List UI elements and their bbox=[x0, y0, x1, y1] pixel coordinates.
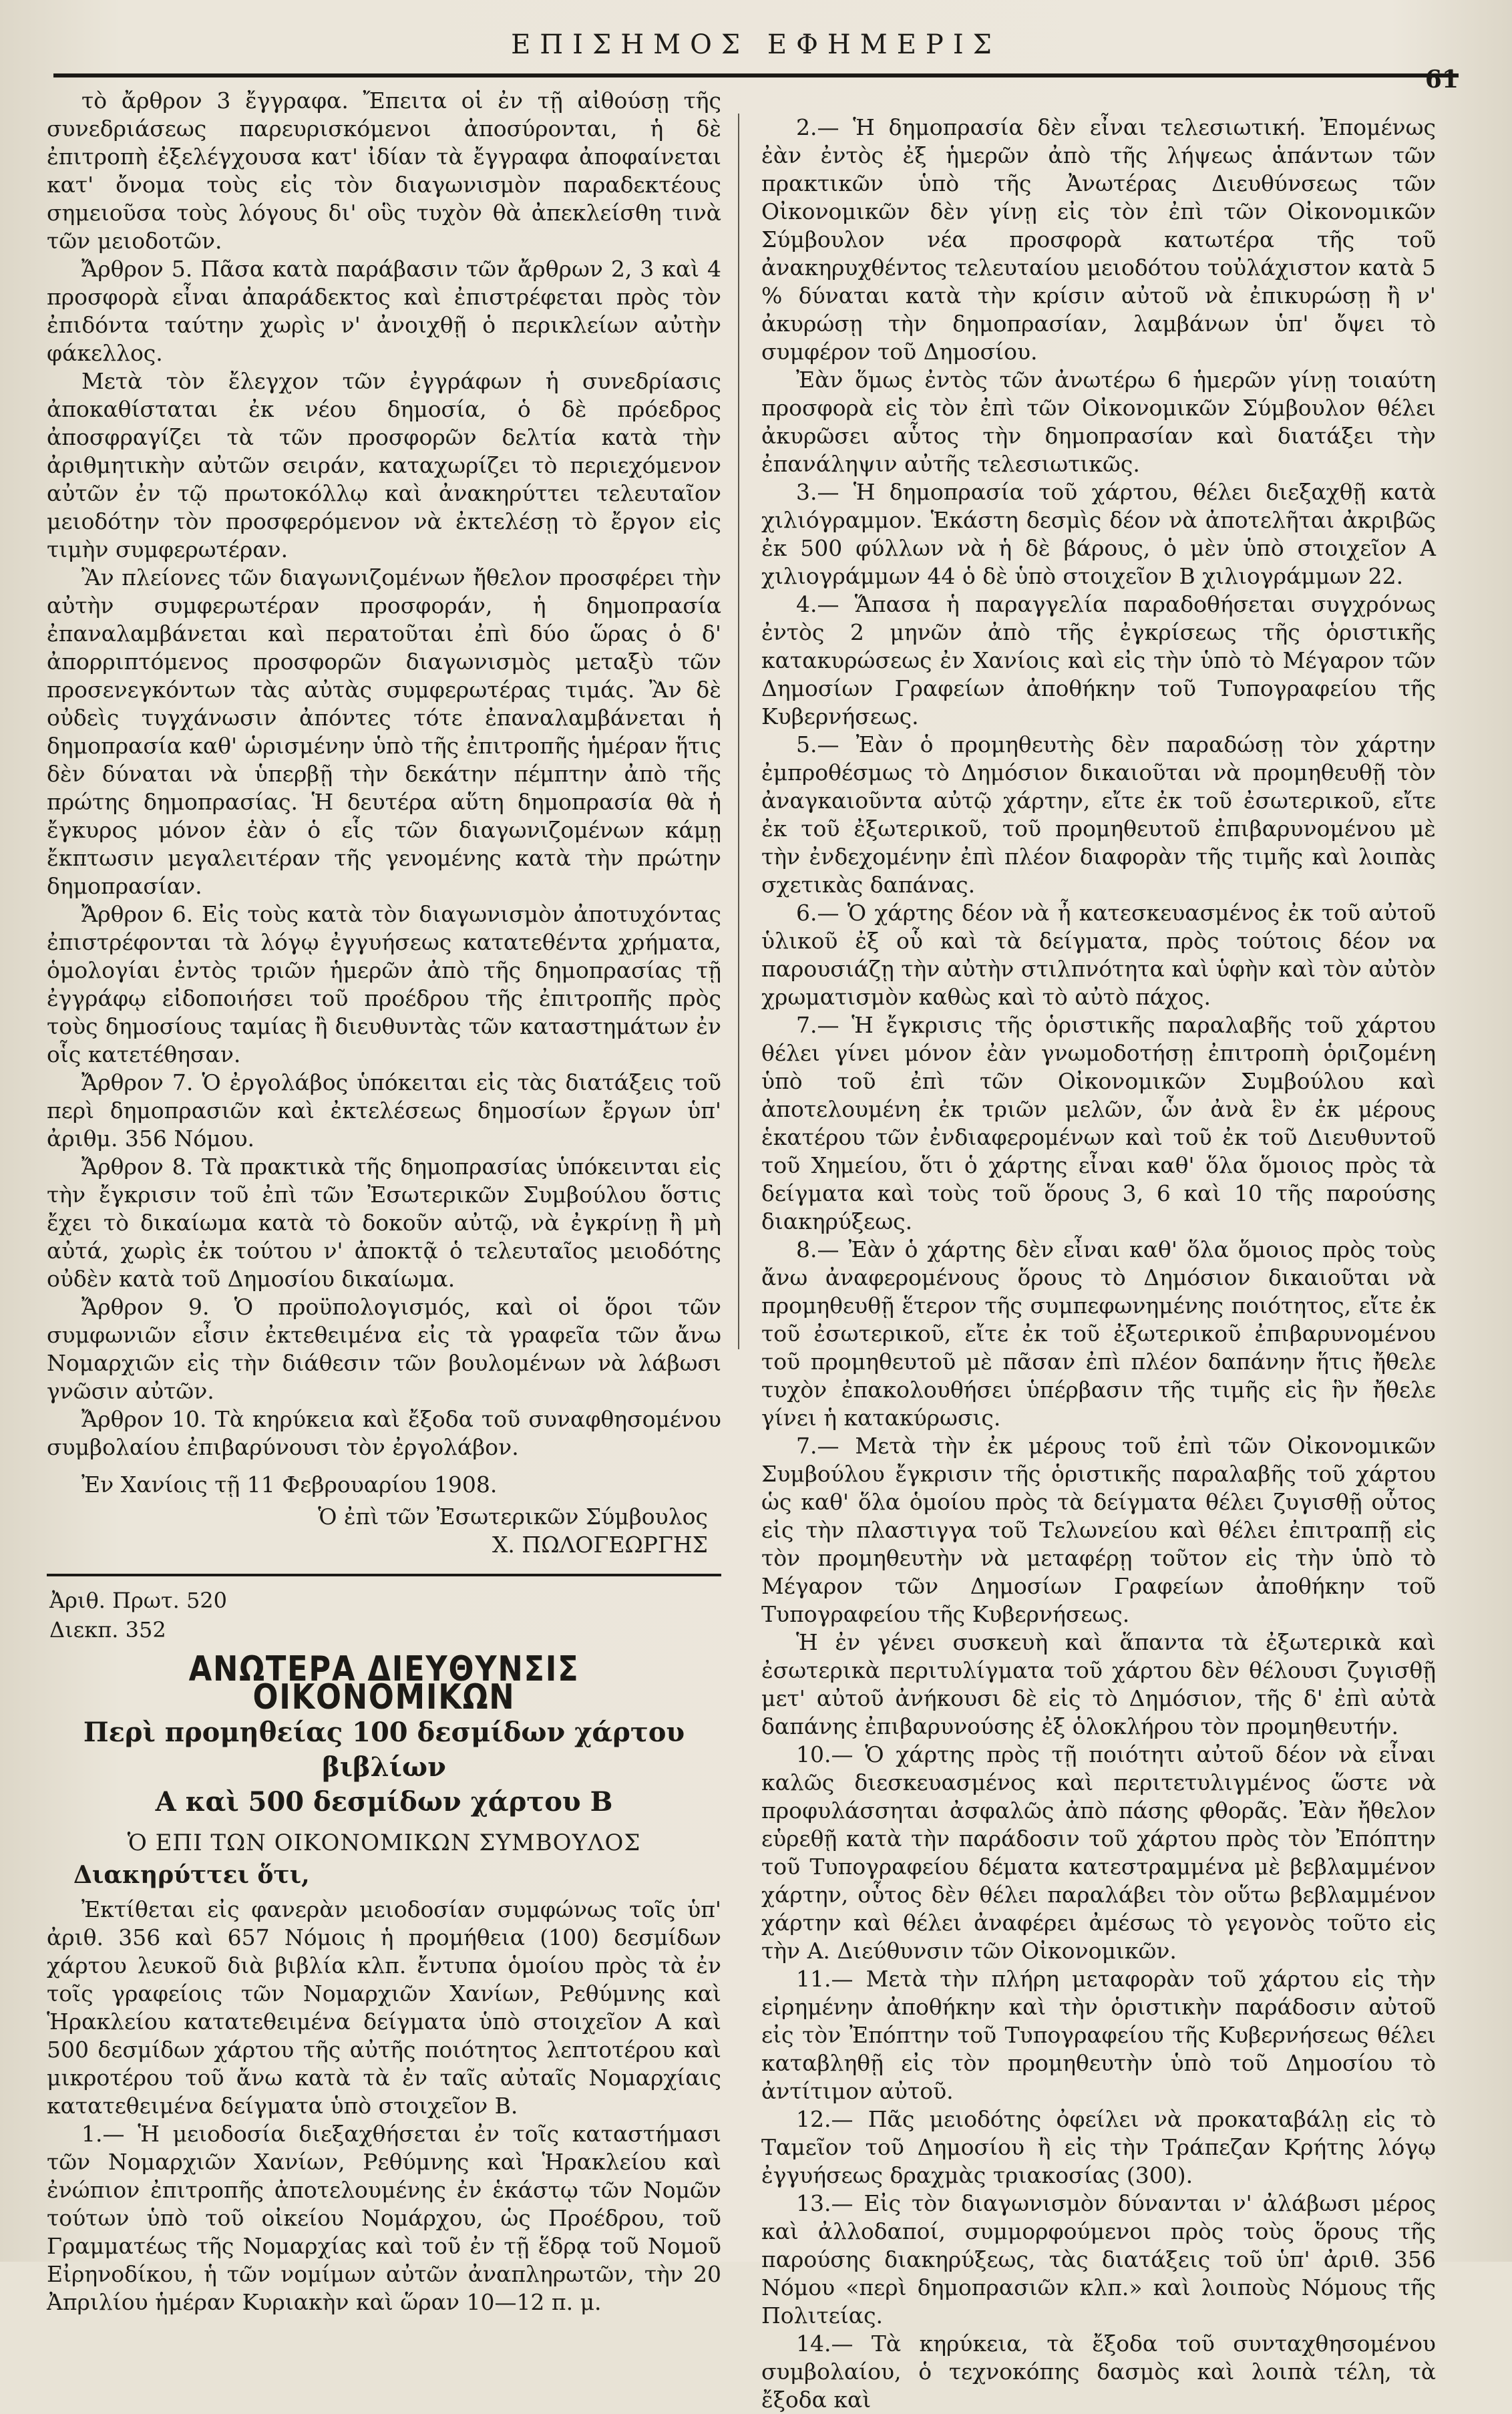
right-column bbox=[761, 114, 1436, 2413]
right-paragraph: 7.— Μετὰ τὴν ἐκ μέρους τοῦ ἐπὶ τῶν Οἰκονομικῶν Συμβούλου ἔγκρισιν τῆς ὁριστικῆς παραλαβῆς τοῦ χάρτου ὡς καθ' ὅλα ὁμοίου πρὸς τὰ δείγματα θέλει ζυγισθῇ οὗτος εἰς τὴν πλαστιγγα τοῦ Τελωνείου καὶ θέλει ἐπιτραπῇ εἰς τὸν προμηθευτὴν νὰ μεταφέρῃ τοῦτον εἰς τὴν ὑπὸ τὸ Μέγαρον τῶν Δημοσίων Γραφείων ἀποθήκην τοῦ Τυπογραφείου τῆς Κυβερνήσεως. bbox=[761, 1433, 1436, 1627]
page-header bbox=[53, 27, 1459, 94]
notice-issuer: Ὁ ΕΠΙ ΤΩΝ ΟΙΚΟΝΟΜΙΚΩΝ ΣΥΜΒΟΥΛΟΣ bbox=[127, 1830, 641, 1856]
right-paragraph: Ἐὰν ὅμως ἐντὸς τῶν ἀνωτέρω 6 ἡμερῶν γίνῃ τοιαύτη προσφορὰ εἰς τὸν ἐπὶ τῶν Οἰκονομικῶν Σύμβουλον θέλει ἀκυρῶσει αὗτος τὴν δημοπρασίαν καὶ διατάξει τὴν ἐπανάληψιν αὐτῆς τελεσιωτικῶς. bbox=[761, 367, 1436, 477]
left-paragraph: Ἄρθρον 5. Πᾶσα κατὰ παράβασιν τῶν ἄρθρων 2, 3 καὶ 4 προσφορὰ εἶναι ἀπαράδεκτος καὶ ἐπιστρέφεται πρὸς τὸν ἐπιδόντα ταύτην χωρὶς ν' ἀνοιχθῇ ὁ περικλείων αὐτὴν φάκελλος. bbox=[47, 256, 721, 366]
right-paragraph: Ἡ ἐν γένει συσκευὴ καὶ ἅπαντα τὰ ἐξωτερικὰ καὶ ἐσωτερικὰ περιτυλίγματα τοῦ χάρτου δὲν θέλουσι ζυγισθῇ μετ' αὐτοῦ ἀνήκουσι δὲ εἰς τὸ Δημόσιον, τῆς δ' ἐπὶ αὐτὰ δαπάνης ἐπιβαρυνούσης ἐξ ὁλοκλήρου τὸν προμηθευτήν. bbox=[761, 1629, 1436, 1739]
left-paragraph: Ἄρθρον 7. Ὁ ἐργολάβος ὑπόκειται εἰς τὰς διατάξεις τοῦ περὶ δημοπρασιῶν καὶ ἐκτελέσεως δημοσίων ἔργων ὑπ' ἀριθμ. 356 Νόμου. bbox=[47, 1069, 721, 1152]
dispatch-number: Διεκπ. 352 bbox=[49, 1617, 166, 1643]
right-paragraph: 4.— Ἅπασα ἡ παραγγελία παραδοθήσεται συγχρόνως ἐντὸς 2 μηνῶν ἀπὸ τῆς ἐγκρίσεως τῆς ὁριστικῆς κατακυρώσεως ἐν Χανίοις καὶ εἰς τὴν ὑπὸ τὸ Μέγαρον τῶν Δημοσίων Γραφείων ἀποθήκην τοῦ Τυπογραφείου τῆς Κυβερνήσεως. bbox=[761, 591, 1436, 729]
signature-block bbox=[47, 1471, 721, 1559]
right-paragraph: 3.— Ἡ δημοπρασία τοῦ χάρτου, θέλει διεξαχθῇ κατὰ χιλιόγραμμον. Ἑκάστη δεσμὶς δέον νὰ ἀποτελῆται ἀκριβῶς ἐκ 500 φύλλων νὰ ἡ δὲ βάρους, ὁ μὲν ὑπὸ στοιχεῖον Α χιλιογράμμων 44 ὁ δὲ ὑπὸ στοιχεῖον Β χιλιογράμμων 22. bbox=[761, 479, 1436, 589]
right-paragraph: 13.— Εἰς τὸν διαγωνισμὸν δύνανται ν' ἀλάβωσι μέρος καὶ ἀλλοδαποί, συμμορφούμενοι πρὸς τοὺς ὅρους τῆς παρούσης διακηρύξεως, τὰς διατάξεις τοῦ ὑπ' ἀριθ. 356 Νόμου «περὶ δημοπρασιῶν κλπ.» καὶ λοιποὺς Νόμους τῆς Πολιτείας. bbox=[761, 2190, 1436, 2329]
section-rule bbox=[47, 1574, 721, 1576]
newspaper-title: ΕΠΙΣΗΜΟΣ ΕΦΗΜΕΡΙΣ bbox=[511, 29, 1001, 60]
right-paragraph: 8.— Ἐὰν ὁ χάρτης δὲν εἶναι καθ' ὅλα ὅμοιος πρὸς τοὺς ἄνω ἀναφερομένους ὅρους τὸ Δημόσιον δικαιοῦται νὰ προμηθευθῇ ἕτερον τῆς συμπεφωνημένης ποιότητος, εἴτε ἐκ τοῦ ἐσωτερικοῦ, εἴτε ἐκ τοῦ ἐξωτερικοῦ ἐπιβαρυνομένου τοῦ προμηθευτοῦ μὲ πᾶσαν ἐπὶ πλέον δαπάνην ἥτις ἤθελε τυχὸν ἐπακολουθήσει ὑπέρβασιν τῆς τιμῆς εἰς ἣν ἤθελε γίνει ἡ κατακύρωσις. bbox=[761, 1236, 1436, 1431]
notice-paragraph: Ἐκτίθεται εἰς φανερὰν μειοδοσίαν συμφώνως τοῖς ὑπ' ἀριθ. 356 καὶ 657 Νόμοις ἡ προμήθεια (100) δεσμίδων χάρτου λευκοῦ διὰ βιβλία κλπ. ἔντυπα ὁμοίου πρὸς τὰ ἐν τοῖς γραφείοις τῶν Νομαρχιῶν Χανίων, Ρεθύμνης καὶ Ἡρακλείου κατατεθειμένα δείγματα ὑπὸ στοιχεῖον Α καὶ 500 δεσμίδων χάρτου τῆς αὐτῆς ποιότητος λεπτοτέρου καὶ μικροτέρου τοῦ ἄνω κατὰ τὰ ἐν ταῖς αὐταῖς Νομαρχίαις κατατεθειμένα δείγματα ὑπὸ στοιχεῖον Β. bbox=[47, 1896, 721, 2119]
protocol-number: Ἀριθ. Πρωτ. 520 bbox=[49, 1588, 228, 1613]
left-paragraph: Ἂν πλείονες τῶν διαγωνιζομένων ἤθελον προσφέρει τὴν αὐτὴν συμφερωτέραν προσφοράν, ἡ δημοπρασία ἐπαναλαμβάνεται καὶ περατοῦται ἐπὶ δύο ὥρας ὁ δ' ἀπορριπτόμενος προσφορῶν διαγωνισμὸς μεταξὺ τῶν προσενεγκόντων τὰς αὐτὰς συμφερωτέρας τιμάς. Ἂν δὲ οὐδεὶς τυγχάνωσιν ἀπόντες τότε ἐπαναλαμβάνεται ἡ δημοπρασία καθ' ὡρισμένην ὑπὸ τῆς ἐπιτροπῆς ἡμέραν ἥτις δὲν δύναται νὰ ὑπερβῇ τὴν δεκάτην πέμπτην ἀπὸ τῆς πρώτης δημοπρασίας. Ἡ δευτέρα αὕτη δημοπρασία θὰ ἡ ἔγκυρος μόνον ἐὰν ὁ εἷς τῶν διαγωνιζομένων κάμῃ ἔκπτωσιν μεγαλειτέραν τῆς γενομένης κατὰ τὴν πρώτην δημοπρασίαν. bbox=[47, 564, 721, 899]
right-paragraph: 10.— Ὁ χάρτης πρὸς τῇ ποιότητι αὐτοῦ δέον νὰ εἶναι καλῶς διεσκευασμένος καὶ περιτετυλιγμένος ὥστε νὰ προφυλάσσηται ἀσφαλῶς ἀπὸ πάσης φθορᾶς. Ἐὰν ἤθελον εὑρεθῇ κατὰ τὴν παράδοσιν τοῦ χάρτου πρὸς τὸν Ἐπόπτην τοῦ Τυπογραφείου δέματα κατεστραμμένα μὲ βεβλαμμένον χάρτην, οὗτος δὲν θέλει παραλάβει τὸν οὕτω βεβλαμμένον χάρτην καὶ θέλει ἀναφέρει ἀμέσως τὸ γεγονὸς τοῦτο εἰς τὴν Α. Διεύθυνσιν τῶν Οἰκονομικῶν. bbox=[761, 1741, 1436, 1964]
signature-name: Χ. ΠΩΛΟΓΕΩΡΓΗΣ bbox=[492, 1532, 708, 1558]
right-paragraph: 2.— Ἡ δημοπρασία δὲν εἶναι τελεσιωτική. Ἐπομένως ἐὰν ἐντὸς ἐξ ἡμερῶν ἀπὸ τῆς λήψεως ἁπάντων τῶν πρακτικῶν ὑπὸ τῆς Ἀνωτέρας Διευθύνσεως τῶν Οἰκονομικῶν δὲν γίνῃ εἰς τὸν ἐπὶ τῶν Οἰκονομικῶν Σύμβουλον νέα προσφορὰ κατωτέρα τῆς τοῦ ἀνακηρυχθέντος τελευταίου μειοδότου τοὐλάχιστον κατὰ 5 % δύναται κατὰ τὴν κρίσιν αὐτοῦ νὰ ἐπικυρώσῃ ἢ ν' ἀκυρώσῃ τὴν δημοπρασίαν, λαμβάνων ὑπ' ὄψει τὸ συμφέρον τοῦ Δημοσίου. bbox=[761, 114, 1436, 365]
right-paragraph: 14.— Τὰ κηρύκεια, τὰ ἔξοδα τοῦ συνταχθησομένου συμβολαίου, ὁ τεχνοκόπης δασμὸς καὶ λοιπὰ τέλη, τὰ ἔξοδα καὶ bbox=[761, 2331, 1436, 2413]
notice-subject-line: Περὶ προμηθείας 100 δεσμίδων χάρτου βιβλίων bbox=[83, 1717, 685, 1783]
right-paragraph: 7.— Ἡ ἔγκρισις τῆς ὁριστικῆς παραλαβῆς τοῦ χάρτου θέλει γίνει μόνον ἐὰν γνωμοδοτήσῃ ἐπιτροπὴ ὁριζομένη ὑπὸ τοῦ ἐπὶ τῶν Οἰκονομικῶν Συμβούλου καὶ ἀποτελουμένη ἐκ τριῶν μελῶν, ὧν ἀνὰ ἓν ἐκ μέρους ἑκατέρου τῶν ἐνδιαφερομένων καὶ τοῦ ἐκ τοῦ Διευθυντοῦ τοῦ Χημείου, ὅτι ὁ χάρτης εἶναι καθ' ὅλα ὅμοιος πρὸς τὰ δείγματα καὶ τοὺς τοῦ ὅρους 3, 6 καὶ 10 τῆς παρούσης διακηρύξεως. bbox=[761, 1012, 1436, 1234]
left-paragraph: τὸ ἄρθρον 3 ἔγγραφα. Ἔπειτα οἱ ἐν τῇ αἰθούσῃ τῆς συνεδριάσεως παρευρισκόμενοι ἀποσύρονται, ἡ δὲ ἐπιτροπὴ ἐξελέγχουσα κατ' ἰδίαν τὰ ἔγγραφα ἀποφαίνεται κατ' ὄνομα τοὺς εἰς τὸν διαγωνισμὸν παραδεκτέους σημειοῦσα τοὺς λόγους δι' οὓς τυχὸν θὰ ἀπεκλείσθη τινὰ τῶν μειοδοτῶν. bbox=[47, 88, 721, 254]
notice-paragraph: 1.— Ἡ μειοδοσία διεξαχθήσεται ἐν τοῖς καταστήμασι τῶν Νομαρχιῶν Χανίων, Ρεθύμνης καὶ Ἡρακλείου καὶ ἐνώπιον ἐπιτροπῆς ἀποτελουμένης ἐν ἑκάστῳ τῶν Νομῶν τούτων ὑπὸ τοῦ οἰκείου Νομάρχου, ὡς Προέδρου, τοῦ Γραμματέως τῆς Νομαρχίας καὶ τοῦ ἐν τῇ ἕδρᾳ τοῦ Νομοῦ Εἰρηνοδίκου, ἡ τῶν νομίμων αὐτῶν ἀναπληρωτῶν, τὴν 20 Ἀπριλίου ἡμέραν Κυριακὴν καὶ ὥραν 10—12 π. μ. bbox=[47, 2121, 721, 2315]
signature-role: Ὁ ἐπὶ τῶν Ἐσωτερικῶν Σύμβουλος bbox=[318, 1504, 708, 1530]
column-divider bbox=[738, 114, 739, 1349]
notice-heading: ΑΝΩΤΕΡΑ ΔΙΕΥΘΥΝΣΙΣ ΟΙΚΟΝΟΜΙΚΩΝ bbox=[188, 1649, 580, 1717]
notice-section bbox=[47, 1586, 721, 2316]
right-paragraph: 11.— Μετὰ τὴν πλήρη μεταφορὰν τοῦ χάρτου εἰς τὴν εἰρημένην ἀποθήκην καὶ τὴν ὁριστικὴν παράδοσιν αὐτοῦ εἰς τὸν Ἐπόπτην τοῦ Τυπογραφείου τῆς Κυβερνήσεως θέλει καταβληθῇ εἰς τὸν προμηθευτὴν ὑπὸ τοῦ Δημοσίου τὸ ἀντίτιμον αὐτοῦ. bbox=[761, 1966, 1436, 2104]
left-paragraph: Ἄρθρον 8. Τὰ πρακτικὰ τῆς δημοπρασίας ὑπόκεινται εἰς τὴν ἔγκρισιν τοῦ ἐπὶ τῶν Ἐσωτερικῶν Συμβούλου ὅστις ἔχει τὸ δικαίωμα κατὰ τὸ δοκοῦν αὐτῷ, νὰ ἐγκρίνῃ ἢ μὴ αὐτά, χωρὶς ἐκ τούτου ν' ἀποκτᾷ ὁ τελευταῖος μειοδότης οὐδὲν κατὰ τοῦ Δημοσίου δικαίωμα. bbox=[47, 1154, 721, 1292]
page-number: 61 bbox=[1425, 65, 1459, 94]
left-paragraph: Ἄρθρον 10. Τὰ κηρύκεια καὶ ἔξοδα τοῦ συναφθησομένου συμβολαίου ἐπιβαρύνουσι τὸν ἐργολάβον. bbox=[47, 1406, 721, 1460]
notice-subject-line: Α καὶ 500 δεσμίδων χάρτου Β bbox=[155, 1786, 613, 1818]
right-paragraph: 5.— Ἐὰν ὁ προμηθευτὴς δὲν παραδώσῃ τὸν χάρτην ἐμπροθέσμως τὸ Δημόσιον δικαιοῦται νὰ προμηθευθῇ τὸν ἀναγκαιοῦντα αὐτῷ χάρτην, εἴτε ἐκ τοῦ ἐσωτερικοῦ, εἴτε ἐκ τοῦ ἐξωτερικοῦ, τοῦ προμηθευτοῦ ἐπιβαρυνομένου μὲ τὴν ἐνδεχομένην ἐπὶ πλέον διαφορὰν τῆς τιμῆς καὶ λοιπὰς σχετικὰς δαπάνας. bbox=[761, 731, 1436, 898]
right-paragraph: 6.— Ὁ χάρτης δέον νὰ ἦ κατεσκευασμένος ἐκ τοῦ αὐτοῦ ὑλικοῦ ἐξ οὗ καὶ τὰ δείγματα, πρὸς τούτοις δέον να παρουσιάζῃ τὴν αὐτὴν στιλπνότητα καὶ ὑφὴν καὶ τὸν αὐτὸν χρωματισμὸν καθὼς καὶ τὸ αὐτὸ πάχος. bbox=[761, 900, 1436, 1010]
notice-reference-numbers bbox=[47, 1586, 721, 1645]
signature-date: Ἐν Χανίοις τῇ 11 Φεβρουαρίου 1908. bbox=[81, 1472, 498, 1498]
left-column bbox=[47, 87, 721, 2315]
right-paragraph: 12.— Πᾶς μειοδότης ὀφείλει νὰ προκαταβάλῃ εἰς τὸ Ταμεῖον τοῦ Δημοσίου ἢ εἰς τὴν Τράπεζαν Κρήτης λόγῳ ἐγγυήσεως δραχμὰς τριακοσίας (300). bbox=[761, 2106, 1436, 2188]
left-paragraph: Ἄρθρον 9. Ὁ προϋπολογισμός, καὶ οἱ ὅροι τῶν συμφωνιῶν εἶσιν ἐκτεθειμένα εἰς τὰ γραφεῖα τῶν ἄνω Νομαρχιῶν εἰς τὴν διάθεσιν τῶν βουλομένων νὰ λάβωσι γνῶσιν αὐτῶν. bbox=[47, 1294, 721, 1404]
notice-announces: Διακηρύττει ὅτι, bbox=[73, 1861, 310, 1889]
left-paragraph: Ἄρθρον 6. Εἰς τοὺς κατὰ τὸν διαγωνισμὸν ἀποτυχόντας ἐπιστρέφονται τὰ λόγῳ ἐγγυήσεως κατατεθέντα χρήματα, ὁμολογίαι ἐντὸς τριῶν ἡμερῶν ἀπὸ τῆς δημοπρασίας τῇ ἐγγράφῳ εἰδοποιήσει τοῦ προέδρου τῆς ἐπιτροπῆς πρὸς τοὺς δημοσίους ταμίας ἢ διευθυντὰς τῶν καταστημάτων ἐν οἷς κατετέθησαν. bbox=[47, 901, 721, 1067]
left-paragraph: Μετὰ τὸν ἔλεγχον τῶν ἐγγράφων ἡ συνεδρίασις ἀποκαθίσταται ἐκ νέου δημοσία, ὁ δὲ πρόεδρος ἀποσφραγίζει τὰ τῶν προσφορῶν δελτία κατὰ τὴν ἀριθμητικὴν αὐτῶν σειράν, καταχωρίζει τὸ περιεχόμενον αὐτῶν ἐν τῷ πρωτοκόλλῳ καὶ ἀνακηρύττει τελευταῖον μειοδότην τὸν προσφερόμενον νὰ ἐκτελέσῃ τὸ ἔργον εἰς τιμὴν συμφερωτέραν. bbox=[47, 368, 721, 562]
